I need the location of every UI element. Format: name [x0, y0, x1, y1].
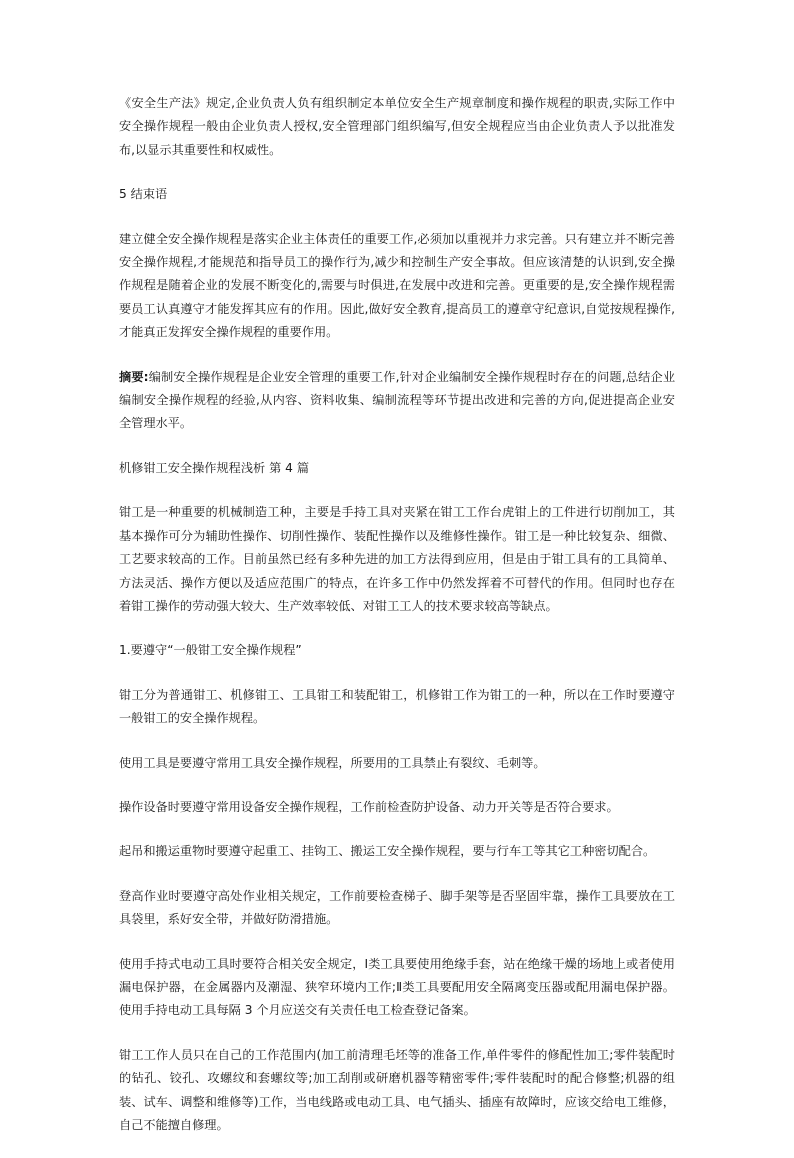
section-heading-conclusion: 5 结束语	[119, 187, 168, 202]
article-title: 机修钳工安全操作规程浅析 第 4 篇	[119, 460, 310, 475]
abstract-label: 摘要:	[119, 369, 149, 384]
paragraph-lifting: 起吊和搬运重物时要遵守起重工、挂钩工、搬运工安全操作规程，要与行车工等其它工种密切配合。	[119, 844, 656, 859]
document-body	[119, 92, 675, 1158]
section-heading-general-rules: 1.要遵守“一般钳工安全操作规程”	[119, 643, 302, 658]
paragraph-power-tools: 使用手持式电动工具时要符合相关安全规定，Ⅰ类工具要使用绝缘手套，站在绝缘干燥的场地上或者使用漏电保护器，在金属器内及潮湿、狭窄环境内工作;Ⅱ类工具要配用安全隔离变压器或配用漏电保护器。使用手持电动工具每隔 3 个月应送交有关责任电工检查登记备案。	[119, 956, 675, 1018]
paragraph-equipment-operation: 操作设备时要遵守常用设备安全操作规程，工作前检查防护设备、动力开关等是否符合要求。	[119, 799, 619, 814]
abstract-text: 编制安全操作规程是企业安全管理的重要工作,针对企业编制安全操作规程时存在的问题,总结企业编制安全操作规程的经验,从内容、资料收集、编制流程等环节提出改进和完善的方向,促进提高企业安全管理水平。	[119, 369, 676, 431]
paragraph-work-scope: 钳工工作人员只在自己的工作范围内(加工前清理毛坯等的准备工作,单件零件的修配性加工;零件装配时的钻孔、铰孔、攻螺纹和套螺纹等;加工刮削或研磨机器等精密零件;零件装配时的配合修整;机器的组装、试车、调整和维修等)工作，当电线路或电动工具、电气插头、插座有故障时，应该交给电工维修，自己不能擅自修理。	[119, 1047, 675, 1132]
paragraph-abstract	[119, 366, 675, 436]
paragraph-conclusion: 建立健全安全操作规程是落实企业主体责任的重要工作,必须加以重视并力求完善。只有建立并不断完善安全操作规程,才能规范和指导员工的操作行为,减少和控制生产安全事故。但应该清楚的认识到,安全操作规程是随着企业的发展不断变化的,需要与时俱进,在发展中改进和完善。更重要的是,安全操作规程需要员工认真遵守才能发挥其应有的作用。因此,做好安全教育,提高员工的遵章守纪意识,自觉按规程操作,才能真正发挥安全操作规程的重要作用。	[119, 231, 675, 340]
paragraph-safety-law: 《安全生产法》规定,企业负责人负有组织制定本单位安全生产规章制度和操作规程的职责,实际工作中安全操作规程一般由企业负责人授权,安全管理部门组织编写,但安全规程应当由企业负责人予以批准发布,以显示其重要性和权威性。	[119, 96, 675, 157]
paragraph-fitter-intro: 钳工是一种重要的机械制造工种，主要是手持工具对夹紧在钳工工作台虎钳上的工件进行切削加工，其基本操作可分为辅助性操作、切削性操作、装配性操作以及维修性操作。钳工是一种比较复杂、细微、工艺要求较高的工作。目前虽然已经有多种先进的加工方法得到应用，但是由于钳工具有的工具简单、方法灵活、操作方便以及适应范围广的特点，在许多工作中仍然发挥着不可替代的作用。但同时也存在着钳工操作的劳动强大较大、生产效率较低、对钳工工人的技术要求较高等缺点。	[119, 505, 675, 613]
paragraph-tool-use: 使用工具是要遵守常用工具安全操作规程，所要用的工具禁止有裂纹、毛刺等。	[119, 755, 546, 770]
paragraph-work-at-height: 登高作业时要遵守高处作业相关规定，工作前要检查梯子、脚手架等是否坚固牢靠，操作工具要放在工具袋里，系好安全带，并做好防滑措施。	[119, 888, 675, 927]
paragraph-fitter-types: 钳工分为普通钳工、机修钳工、工具钳工和装配钳工，机修钳工作为钳工的一种，所以在工作时要遵守一般钳工的安全操作规程。	[119, 687, 675, 726]
